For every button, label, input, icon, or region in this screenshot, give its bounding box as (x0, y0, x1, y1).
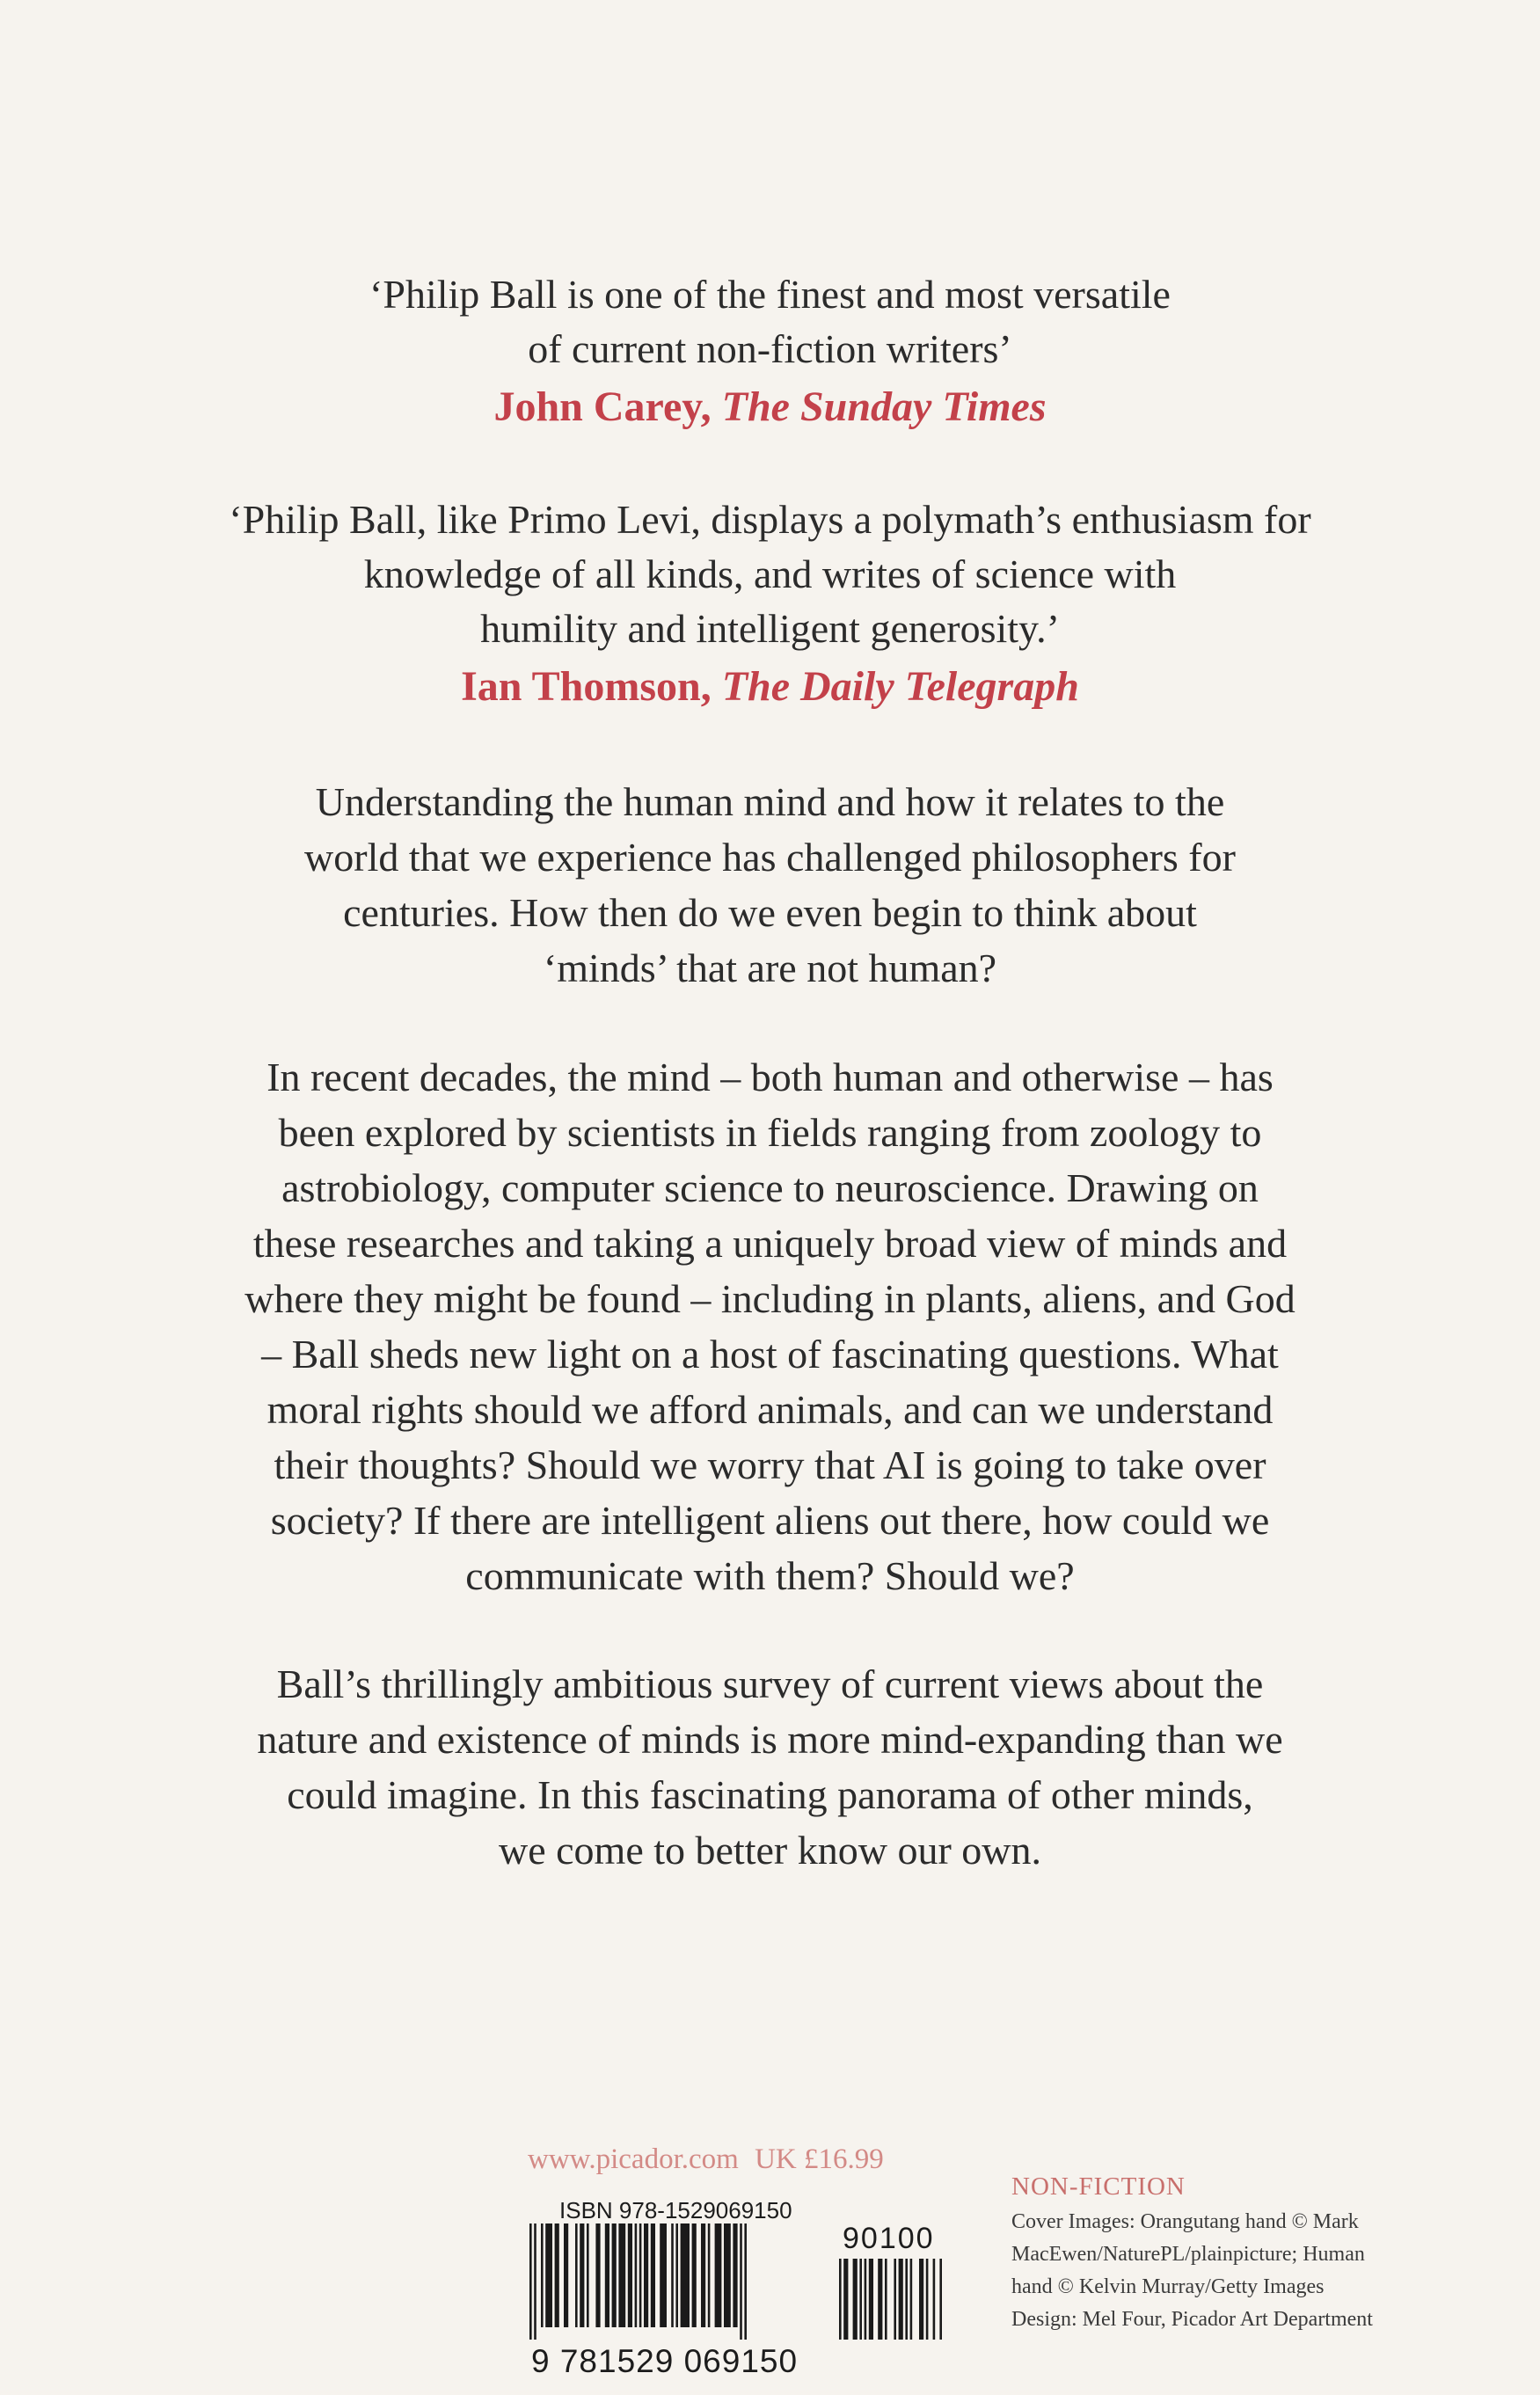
isbn-label: ISBN 978-1529069150 (559, 2197, 792, 2223)
publisher-url: www.picador.com (528, 2143, 739, 2175)
barcode-bar (555, 2223, 559, 2327)
barcode-bar (534, 2223, 536, 2340)
barcode-addon-number: 90100 (843, 2222, 935, 2255)
blurb-line: centuries. How then do we even begin to think about (343, 890, 1197, 935)
barcode-bar (587, 2223, 589, 2327)
blurb-line: nature and existence of minds is more mind-expanding than we (257, 1717, 1283, 1762)
blurb-line: ‘minds’ that are not human? (543, 946, 997, 990)
quote-line: of current non-fiction writers’ (528, 326, 1012, 371)
barcode-bar (885, 2259, 887, 2340)
blurb-line: Understanding the human mind and how it relates to the (315, 779, 1225, 824)
barcode-bar (724, 2223, 731, 2327)
quote-source: The Daily Telegraph (721, 663, 1079, 710)
barcode-bar (926, 2259, 929, 2340)
blurb-line: where they might be found – including in plants, aliens, and God (245, 1276, 1295, 1321)
barcode-bar (933, 2259, 936, 2340)
barcode-bar (580, 2223, 584, 2327)
barcode-bar (644, 2223, 648, 2327)
category-label: NON-FICTION (1011, 2172, 1186, 2201)
barcode-bar (675, 2223, 678, 2327)
barcode-bar (905, 2259, 908, 2340)
barcode-bar (575, 2223, 578, 2327)
review-quote-2 (0, 493, 1540, 716)
barcode-bar (541, 2223, 544, 2327)
blurb-line: these researches and taking a uniquely broad view of minds and (252, 1221, 1288, 1266)
blurb-line: world that we experience has challenged philosophers for (304, 835, 1236, 880)
barcode-bar (715, 2223, 722, 2327)
blurb-line: astrobiology, computer science to neuroscience. Drawing on (281, 1165, 1259, 1210)
blurb-line: been explored by scientists in fields ranging from zoology to (278, 1110, 1262, 1155)
barcode-bar (618, 2223, 625, 2327)
barcode-bar (681, 2223, 690, 2327)
blurb-line: In recent decades, the mind – both human and otherwise – has (266, 1055, 1274, 1099)
quote-text (0, 493, 1540, 656)
credit-line: Design: Mel Four, Picador Art Department (1011, 2308, 1373, 2331)
quote-text (0, 267, 1540, 376)
barcode-digits: 9 781529 069150 (531, 2343, 799, 2379)
credit-line: hand © Kelvin Murray/Getty Images (1011, 2275, 1325, 2298)
barcode-bar (839, 2259, 842, 2340)
barcode-bar (859, 2259, 862, 2340)
quote-author: Ian Thomson, (461, 663, 712, 710)
barcode-bar (708, 2223, 711, 2327)
barcode-bar (733, 2223, 737, 2327)
quote-line: ‘Philip Ball is one of the finest and most versatile (369, 272, 1171, 317)
barcode-bar (671, 2223, 674, 2327)
barcode-bar (651, 2223, 655, 2327)
barcode-bar (545, 2223, 552, 2327)
cover-credits (1011, 2206, 1373, 2336)
credit-line: MacEwen/NaturePL/plainpicture; Human (1011, 2243, 1365, 2266)
barcode-bar (595, 2223, 600, 2327)
quote-author: John Carey, (493, 383, 712, 430)
barcode-bar (919, 2259, 923, 2340)
barcode-bar (701, 2223, 705, 2327)
barcode-bar (899, 2259, 903, 2340)
blurb-line: society? If there are intelligent aliens out there, how could we (270, 1498, 1270, 1543)
barcode-bar (564, 2223, 568, 2327)
credit-line: Cover Images: Orangutang hand © Mark (1011, 2210, 1359, 2233)
quote-line: humility and intelligent generosity.’ (480, 606, 1060, 651)
barcode-bar (529, 2223, 532, 2340)
barcode-bar (660, 2223, 667, 2327)
barcode-bar (692, 2223, 697, 2327)
barcode-bar (865, 2259, 867, 2340)
quote-attribution (0, 658, 1540, 716)
website-price (528, 2143, 884, 2176)
review-quote-1 (0, 267, 1540, 436)
quote-line: ‘Philip Ball, like Primo Levi, displays a polymath’s enthusiasm for (229, 497, 1311, 542)
blurb-line: we come to better know our own. (498, 1828, 1041, 1873)
blurb-line: communicate with them? Should we? (465, 1553, 1075, 1598)
blurb-line: their thoughts? Should we worry that AI is going to take over (274, 1442, 1266, 1487)
barcode-bar (853, 2259, 858, 2340)
barcode-bar (894, 2259, 896, 2340)
barcode-addon (837, 2259, 960, 2343)
blurb-line: Ball’s thrillingly ambitious survey of current views about the (276, 1661, 1264, 1706)
blurb-paragraph-2 (0, 1049, 1540, 1603)
isbn-barcode (528, 2223, 827, 2343)
quote-line: knowledge of all kinds, and writes of science with (363, 551, 1177, 596)
barcode-bar (910, 2259, 913, 2340)
barcode-bar (635, 2223, 638, 2327)
barcode-bar (744, 2223, 747, 2340)
barcode-bar (639, 2223, 642, 2327)
barcode-bar (878, 2259, 882, 2340)
barcode-bar (869, 2259, 873, 2340)
blurb-line: moral rights should we afford animals, and can we understand (266, 1387, 1274, 1432)
quote-attribution (0, 378, 1540, 436)
barcode-bar (612, 2223, 617, 2327)
blurb-paragraph-1 (0, 774, 1540, 996)
barcode-bar (628, 2223, 632, 2327)
blurb-line: – Ball sheds new light on a host of fascinating questions. What (261, 1332, 1279, 1376)
blurb-paragraph-3 (0, 1656, 1540, 1878)
blurb-line: could imagine. In this fascinating panorama of other minds, (287, 1772, 1253, 1817)
barcode-bar (939, 2259, 942, 2340)
barcode-bar (843, 2259, 848, 2340)
barcode-bar (740, 2223, 742, 2340)
barcode-bar (605, 2223, 609, 2327)
quote-source: The Sunday Times (721, 383, 1047, 430)
price: UK £16.99 (755, 2143, 884, 2175)
